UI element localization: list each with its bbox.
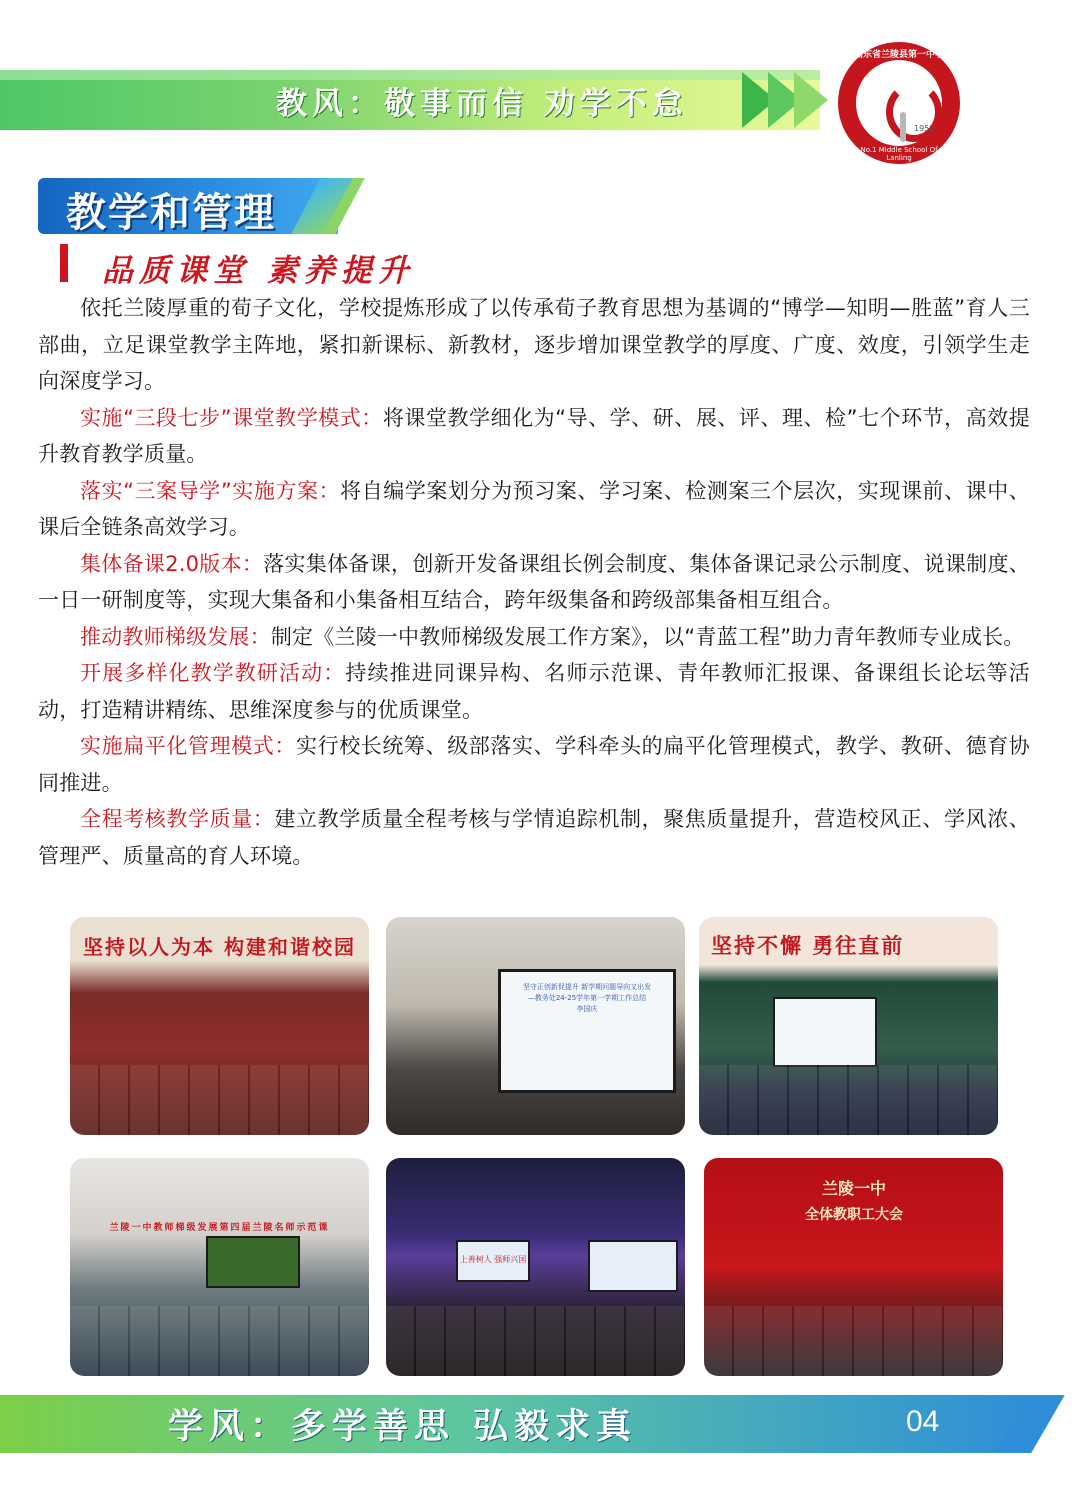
logo-inner [856,60,942,146]
photo-auditorium-screen-right [588,1240,678,1292]
photo-banner-text: 坚持以人为本 构建和谐校园 [83,934,356,959]
paragraph [38,473,1030,546]
photo-audience [386,1306,685,1376]
paragraph-highlight: 实施扁平化管理模式： [80,734,296,758]
paragraph-highlight: 集体备课2.0版本： [80,551,264,576]
paragraph-highlight: 落实“三案导学”实施方案： [80,478,341,503]
paragraph [38,400,1030,473]
photo-auditorium [386,1158,685,1376]
paragraph-highlight: 开展多样化教学教研活动： [80,661,346,685]
paragraph-text: 依托兰陵厚重的荀子文化，学校提炼形成了以传承荀子教育思想为基调的“博学—知明—胜蓝”育人三部曲，立足课堂教学主阵地，紧扣新课标、新教材，逐步增加课堂教学的厚度、广度、效度，引领学生走向深度学习。 [38,296,1030,393]
paragraph [38,655,1030,728]
paragraph-text: 将课堂教学细化为“导、学、研、展、评、理、检”七个环节，高效提升教育教学质量。 [38,405,1030,466]
photo-banner-text [734,1170,974,1250]
paragraph-text: 建立教学质量全程考核与学情追踪机制，聚焦质量提升，营造校风正、学风浓、管理严、质量高的育人环境。 [38,807,1030,868]
paragraph-highlight: 实施“三段七步”课堂教学模式： [80,405,383,430]
photo-projection-screen [498,969,676,1093]
photo-audience [704,1306,1003,1376]
chevron-right-icon [794,72,828,128]
paragraph [38,546,1030,619]
photo-banner-text: 兰陵一中教师梯级发展第四届兰陵名师示范课 [109,1222,330,1233]
paragraph-text: 将自编学案划分为预习案、学习案、检测案三个层次，实现课前、课中、课后全链条高效学习。 [38,478,1030,539]
paragraph-highlight: 全程考核教学质量： [80,807,275,831]
photo-staff-conference [704,1158,1003,1376]
paragraph-text: 制定《兰陵一中教师梯级发展工作方案》，以“青蓝工程”助力青年教师专业成长。 [270,624,1025,649]
logo-swirl [886,82,942,142]
subtitle-marker [60,244,68,282]
section-title: 教学和管理 [66,190,276,236]
paragraph [38,801,1030,874]
paragraph [38,290,1030,400]
photo-classroom-screen [773,997,877,1067]
logo-year: 1952 [914,124,935,133]
page-number: 04 [906,1405,940,1438]
school-logo-icon [838,42,960,164]
paragraph-highlight: 推动教师梯级发展： [80,624,271,649]
paragraph [38,728,1030,801]
photo-lesson-screen [206,1236,300,1288]
logo-stem [900,112,906,142]
screen-text [501,972,673,1015]
paragraph [38,619,1030,656]
photo-students [699,1065,998,1135]
screen-line: 上善树人 强师兴国 [459,1255,527,1264]
screen-line: 李国庆 [576,1005,598,1013]
photo-students [70,1306,369,1376]
section-subtitle: 品质课堂 素养提升 [102,253,415,289]
paragraph-text: 落实集体备课，创新开发备课组长例会制度、集体备课记录公示制度、说课制度、一日一研制度等，实现大集备和小集备相互结合，跨年级集备和跨级部集备相互组合。 [38,551,1030,612]
banner-line: 兰陵一中 [821,1179,886,1198]
photo-presentation [386,917,685,1135]
photo-banner-text: 坚持不懈 勇往直前 [711,934,905,958]
bottom-banner-slash [995,1395,1064,1453]
screen-line: 坚守正创新促提升 新学期问题导向又出发 [522,983,652,991]
paragraph-text: 实行校长统筹、级部落实、学科牵头的扁平化管理模式，教学、教研、德育协同推进。 [38,734,1030,795]
banner-line: 全体教职工大会 [805,1207,903,1223]
study-motto: 学风：多学善思 弘毅求真 [168,1406,638,1447]
photo-auditorium-screen-left [456,1240,530,1282]
logo-english-name: No.1 Middle School Of Lanling [860,146,938,162]
logo-ring-text: 山东省兰陵县第一中学 [853,50,944,60]
photo-demo-lesson [70,1158,369,1376]
photo-classroom [699,917,998,1135]
teaching-motto: 教风：敬事而信 劝学不怠 [276,86,688,122]
photo-meeting-room [70,917,369,1135]
screen-line: —教务处24-25学年第一学期工作总结 [527,994,647,1002]
body-text [38,290,1030,874]
paragraph-text: 持续推进同课异构、名师示范课、青年教师汇报课、备课组长论坛等活动，打造精讲精练、思维深度参与的优质课堂。 [38,661,1030,722]
photo-desks [70,1065,369,1135]
